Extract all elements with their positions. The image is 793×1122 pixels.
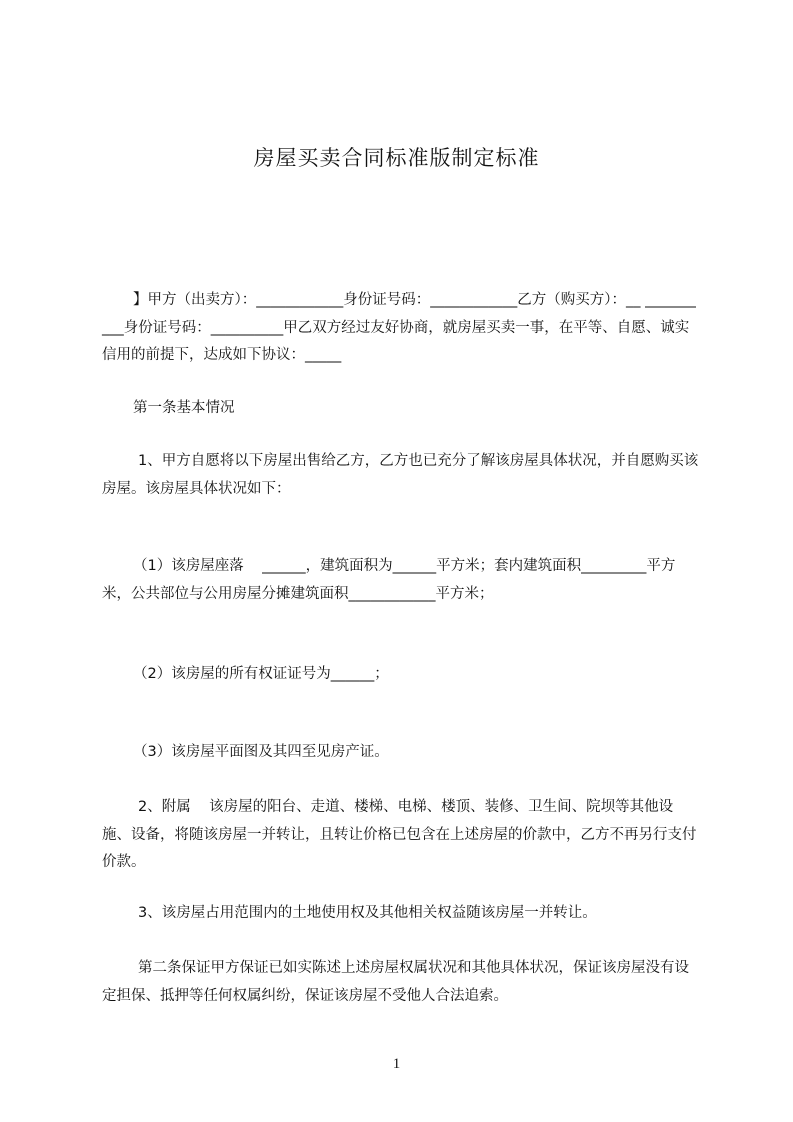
- preamble-paragraph: 】甲方（出卖方）：____________身份证号码：____________乙方（购买方）：__ __________身份证号码：__________甲乙双方经过友好协商，就房屋买卖一事，在平等、自愿、诚实信用的前提下，达成如下协议：_____: [102, 292, 696, 363]
- sub2-paragraph: （2）该房屋的所有权证证号为______；: [133, 666, 389, 682]
- item3-paragraph: 3、该房屋占用范围内的土地使用权及其他相关权益随该房屋一并转让。: [138, 905, 597, 921]
- document-title: 房屋买卖合同标准版制定标准: [253, 146, 540, 170]
- item1-paragraph: 1、甲方自愿将以下房屋出售给乙方，乙方也已充分了解该房屋具体状况，并自愿购买该房屋。该房屋具体状况如下：: [102, 453, 699, 497]
- sub1-paragraph: （1）该房屋座落 ______，建筑面积为______平方米；套内建筑面积_________平方米，公共部位与公用房屋分摊建筑面积____________平方米；: [102, 558, 676, 602]
- sub3-paragraph: （3）该房屋平面图及其四至见房产证。: [133, 744, 389, 760]
- article2-paragraph: 第二条保证甲方保证已如实陈述上述房屋权属状况和其他具体状况，保证该房屋没有设定担保、抵押等任何权属纠纷，保证该房屋不受他人合法追索。: [102, 960, 689, 1004]
- item2-paragraph: 2、附属 该房屋的阳台、走道、楼梯、电梯、楼顶、装修、卫生间、院坝等其他设施、设备，将随该房屋一并转让，且转让价格已包含在上述房屋的价款中，乙方不再另行支付价款。: [102, 799, 697, 870]
- page-number: 1: [392, 1056, 401, 1072]
- article1-heading: 第一条基本情况: [133, 400, 235, 416]
